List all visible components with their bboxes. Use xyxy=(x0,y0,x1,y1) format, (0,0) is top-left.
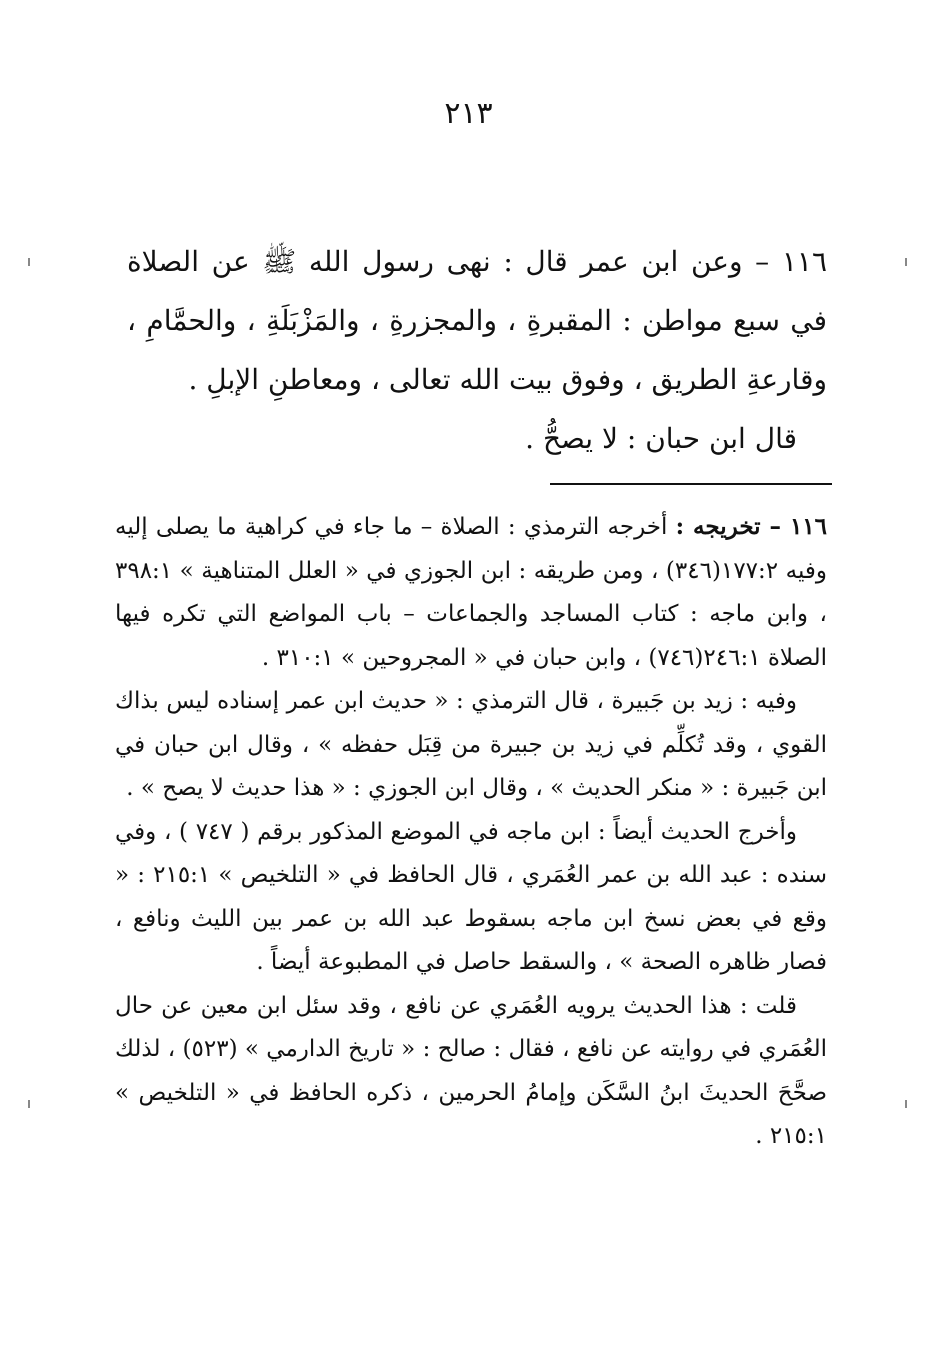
main-text xyxy=(127,232,827,468)
ibn-majah-paragraph: وأخرج الحديث أيضاً : ابن ماجه في الموضع المذكور برقم ( ٧٤٧ ) ، وفي سنده : عبد الله بن عمر العُمَري ، قال الحافظ في « التلخيص » ٢١٥:١ : « وقع في بعض نسخ ابن ماجه بسقوط عبد الله بن عمر بين الليث ونافع ، فصار ظاهره الصحة » ، والسقط حاصل في المطبوعة أيضاً . xyxy=(115,818,827,975)
hadith-116-text: ١١٦ – وعن ابن عمر قال : نهى رسول الله ﷺ عن الصلاة في سبع مواطن : المقبرةِ ، والمجزرةِ ، والمَزْبَلَةِ ، والحمَّامِ ، وقارعةِ الطريق ، وفوق بيت الله تعالى ، ومعاطنِ الإبلِ . xyxy=(127,245,827,396)
page-number: ٢١٣ xyxy=(444,96,493,131)
narrator-paragraph: وفيه : زيد بن جَبيرة ، قال الترمذي : « حديث ابن عمر إسناده ليس بذاك القوي ، وقد تُكلِّم في زيد بن جبيرة من قِبَل حفظه » ، وقال ابن حبان في ابن جَبيرة : « منكر الحديث » ، وقال ابن الجوزي : « هذا حديث لا يصح » . xyxy=(115,688,827,801)
margin-mark xyxy=(905,1100,907,1108)
footnotes xyxy=(115,505,827,1159)
author-comment-paragraph: قلت : هذا الحديث يرويه العُمَري عن نافع ، وقد سئل ابن معين عن حال العُمَري في روايته عن نافع ، فقال : صالح : « تاريخ الدارمي » (٥٢٣) ، لذلك صحَّحَ الحديثَ ابنُ السَّكَن وإمامُ الحرمين ، ذكره الحافظ في « التلخيص » ٢١٥:١ . xyxy=(115,992,827,1149)
takhrij-paragraph xyxy=(115,505,827,680)
takhrij-text: أخرجه الترمذي : الصلاة – ما جاء في كراهية ما يصلى إليه وفيه ١٧٧:٢(٣٤٦) ، ومن طريقه : ابن الجوزي في « العلل المتناهية » ٣٩٨:١ ، وابن ماجه : كتاب المساجد والجماعات – باب المواضع التي تكره فيها الصلاة ٢٤٦:١(٧٤٦) ، وابن حبان في « المجروحين » ٣١٠:١ . xyxy=(115,514,828,671)
margin-mark xyxy=(28,1100,30,1108)
footnote-divider xyxy=(550,483,832,485)
margin-mark xyxy=(28,258,30,266)
margin-mark xyxy=(905,258,907,266)
takhrij-label: ١١٦ – تخريجه : xyxy=(675,513,828,540)
ibn-hibban-verdict: قال ابن حبان : لا يصحُّ . xyxy=(525,422,797,455)
